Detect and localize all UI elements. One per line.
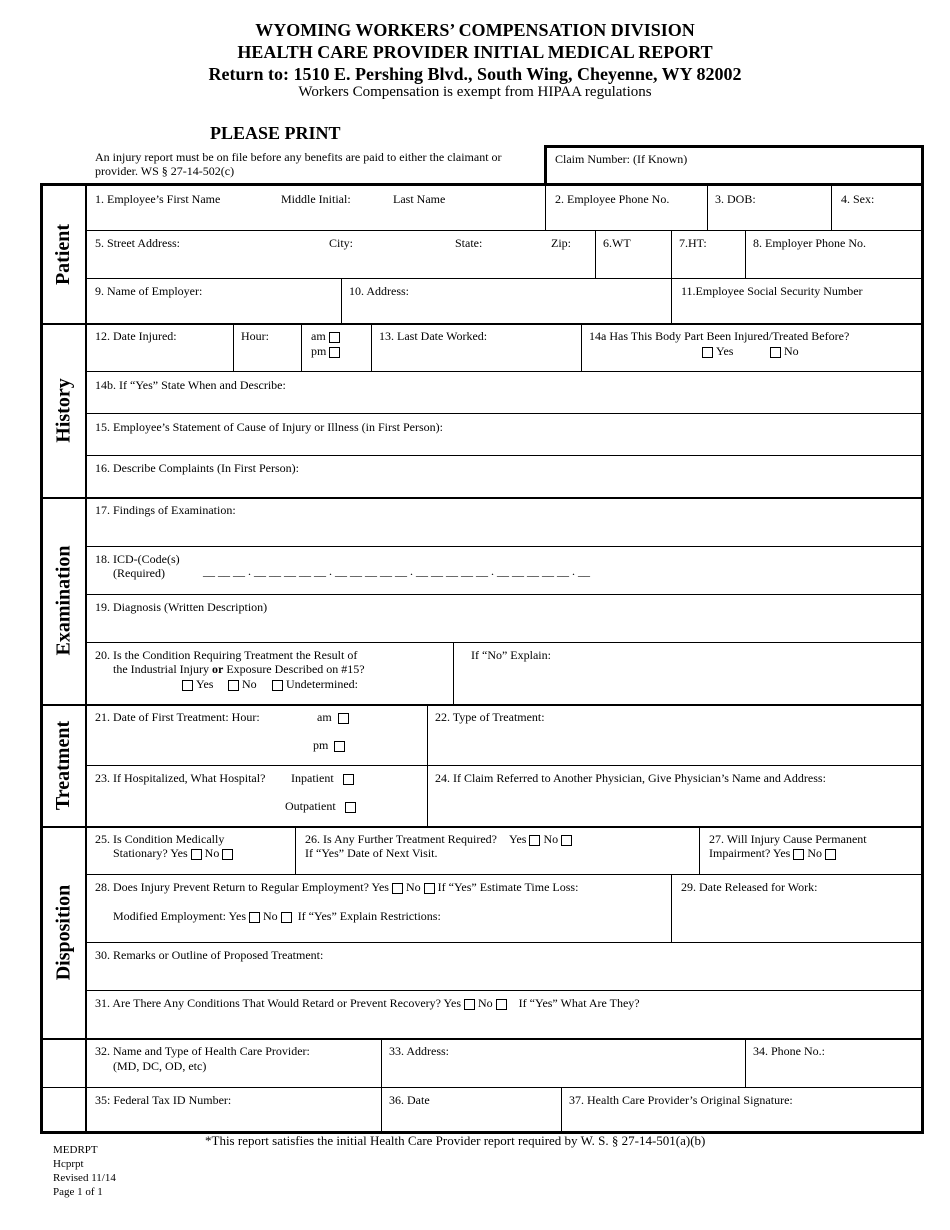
row-line <box>85 371 921 372</box>
first-treatment-pm-checkbox[interactable] <box>334 741 345 752</box>
cell-divider <box>595 230 596 278</box>
prior-injury-describe-label: 14b. If “Yes” State When and Describe: <box>95 378 286 392</box>
dob-label: 3. DOB: <box>715 192 756 206</box>
further-treatment-no-checkbox[interactable] <box>561 835 572 846</box>
employer-name-label: 9. Name of Employer: <box>95 284 203 298</box>
if-no-explain-label: If “No” Explain: <box>471 648 551 662</box>
row-line <box>85 455 921 456</box>
first-treatment-label: 21. Date of First Treatment: Hour: <box>95 710 260 724</box>
cell-divider <box>295 826 296 874</box>
section-history: History <box>52 377 75 443</box>
section-examination: Examination <box>52 545 75 656</box>
further-treatment-question[interactable]: 26. Is Any Further Treatment Required? Yes No <box>305 832 575 846</box>
outpatient-option[interactable]: Outpatient <box>285 799 359 813</box>
cell-divider <box>561 1087 562 1131</box>
cell-divider <box>453 642 454 704</box>
row-line <box>85 990 921 991</box>
prior-injury-question: 14a Has This Body Part Been Injured/Treated Before? <box>589 329 850 343</box>
form-title: HEALTH CARE PROVIDER INITIAL MEDICAL REPORT <box>237 42 713 62</box>
cell-divider <box>341 278 342 323</box>
injury-am-option[interactable]: am <box>311 329 343 343</box>
form-revision: Revised 11/14 <box>53 1172 116 1184</box>
federal-tax-id-label: 35: Federal Tax ID Number: <box>95 1093 232 1107</box>
cell-divider <box>301 323 302 371</box>
state-label: State: <box>455 236 483 250</box>
complaints-label: 16. Describe Complaints (In First Person): <box>95 461 299 475</box>
return-to-employment-question[interactable]: 28. Does Injury Prevent Return to Regular Employment? Yes No If “Yes” Estimate Time Loss: <box>95 880 579 894</box>
cell-divider <box>699 826 700 874</box>
impairment-yes-checkbox[interactable] <box>793 849 804 860</box>
sex-label: 4. Sex: <box>841 192 875 206</box>
row-line <box>85 230 921 231</box>
cell-divider <box>745 230 746 278</box>
provider-phone-label: 34. Phone No.: <box>753 1044 825 1058</box>
separator-exam-treatment <box>43 704 921 706</box>
cell-divider <box>831 186 832 230</box>
separator-treatment-disposition <box>43 826 921 828</box>
first-treatment-am[interactable]: am <box>317 710 352 724</box>
date-label: 36. Date <box>389 1093 430 1107</box>
stationary-yes-checkbox[interactable] <box>191 849 202 860</box>
cell-divider <box>371 323 372 371</box>
cell-divider <box>671 230 672 278</box>
cell-divider <box>381 1038 382 1131</box>
permanent-impairment-options[interactable]: Impairment? Yes No <box>709 846 839 860</box>
provider-address-label: 33. Address: <box>389 1044 449 1058</box>
claim-number-field[interactable] <box>544 145 924 186</box>
section-treatment: Treatment <box>52 720 75 810</box>
please-print-heading: PLEASE PRINT <box>210 123 341 143</box>
hipaa-note: Workers Compensation is exempt from HIPAA regulations <box>298 84 652 100</box>
cell-divider <box>581 323 582 371</box>
row-line <box>85 874 921 875</box>
ssn-label: 11.Employee Social Security Number <box>681 284 863 298</box>
middle-initial-label: Middle Initial: <box>281 192 351 206</box>
prior-injury-yes-checkbox[interactable] <box>702 347 713 358</box>
employer-phone-label: 8. Employer Phone No. <box>753 236 866 250</box>
date-injured-label: 12. Date Injured: <box>95 329 177 343</box>
weight-label: 6.WT <box>603 236 631 250</box>
diagnosis-label: 19. Diagnosis (Written Description) <box>95 600 268 614</box>
hour-injured-label: Hour: <box>241 329 269 343</box>
further-treatment-yes-checkbox[interactable] <box>529 835 540 846</box>
row-line <box>43 1087 921 1088</box>
separator-patient-history <box>43 323 921 325</box>
injury-report-notice: An injury report must be on file before any benefits are paid to either the claimant or provider. WS § 27-14-502(c) <box>95 150 502 178</box>
condition-result-question: 20. Is the Condition Requiring Treatment the Result of <box>95 648 358 662</box>
first-treatment-am-checkbox[interactable] <box>338 713 349 724</box>
street-address-label: 5. Street Address: <box>95 236 180 250</box>
return-yes-checkbox[interactable] <box>392 883 403 894</box>
icd-code-blanks[interactable]: __ __ __ . __ __ __ __ __ . __ __ __ __ __ . __ __ __ __ __ . __ __ __ __ __ . __ <box>203 564 590 578</box>
cell-divider <box>671 874 672 942</box>
type-of-treatment-label: 22. Type of Treatment: <box>435 710 545 724</box>
provider-signature-label: 37. Health Care Provider’s Original Signature: <box>569 1093 793 1107</box>
findings-label: 17. Findings of Examination: <box>95 503 236 517</box>
hospital-label: 23. If Hospitalized, What Hospital? <box>95 771 266 785</box>
provider-type-hint: (MD, DC, OD, etc) <box>113 1059 207 1073</box>
condition-yes-checkbox[interactable] <box>182 680 193 691</box>
cell-divider <box>671 278 672 323</box>
row-line <box>85 278 921 279</box>
last-name-label: Last Name <box>393 192 446 206</box>
employer-address-label: 10. Address: <box>349 284 409 298</box>
icd-required-label: (Required) <box>113 566 165 580</box>
medically-stationary-options[interactable]: Stationary? Yes No <box>113 846 236 860</box>
height-label: 7.HT: <box>679 236 707 250</box>
prior-injury-no[interactable]: No <box>767 344 799 358</box>
prior-injury-no-checkbox[interactable] <box>770 347 781 358</box>
condition-result-question-2: the Industrial Injury or Exposure Described on #15? <box>113 662 365 676</box>
statute-footnote: *This report satisfies the initial Health Care Provider report required by W. S. § 27-14-501(a)(b) <box>205 1133 706 1148</box>
pm-checkbox[interactable] <box>329 347 340 358</box>
return-address: Return to: 1510 E. Pershing Blvd., South Wing, Cheyenne, WY 82002 <box>208 64 742 84</box>
cell-divider <box>707 186 708 230</box>
separator-history-exam <box>43 497 921 499</box>
section-patient: Patient <box>52 223 75 286</box>
prior-injury-yes[interactable]: Yes <box>699 344 733 358</box>
row-line <box>85 594 921 595</box>
report-form <box>40 183 924 1134</box>
condition-undetermined-checkbox[interactable] <box>272 680 283 691</box>
inpatient-option[interactable]: Inpatient <box>291 771 357 785</box>
date-released-label: 29. Date Released for Work: <box>681 880 818 894</box>
outpatient-checkbox[interactable] <box>345 802 356 813</box>
form-short-code: Hcprpt <box>53 1158 84 1170</box>
row-line <box>85 765 921 766</box>
recovery-conditions-question[interactable]: 31. Are There Any Conditions That Would Retard or Prevent Recovery? Yes No If “Yes” What Are They? <box>95 996 640 1010</box>
row-line <box>85 546 921 547</box>
inpatient-checkbox[interactable] <box>343 774 354 785</box>
modified-yes-checkbox[interactable] <box>249 912 260 923</box>
cell-divider <box>233 323 234 371</box>
employee-phone-label: 2. Employee Phone No. <box>555 192 670 206</box>
injury-pm-option[interactable]: pm <box>311 344 343 358</box>
modified-employment-question[interactable]: Modified Employment: Yes No If “Yes” Explain Restrictions: <box>113 909 441 923</box>
modified-no-checkbox[interactable] <box>281 912 292 923</box>
separator-disposition-provider <box>43 1038 921 1040</box>
condition-no[interactable]: No <box>225 677 257 691</box>
employee-first-name-label: 1. Employee’s First Name <box>95 192 221 206</box>
permanent-impairment-question: 27. Will Injury Cause Permanent <box>709 832 867 846</box>
city-label: City: <box>329 236 354 250</box>
cause-of-injury-label: 15. Employee’s Statement of Cause of Injury or Illness (in First Person): <box>95 420 443 434</box>
first-treatment-pm[interactable]: pm <box>313 738 348 752</box>
am-checkbox[interactable] <box>329 332 340 343</box>
last-date-worked-label: 13. Last Date Worked: <box>379 329 488 343</box>
cell-divider <box>545 186 546 230</box>
page-number: Page 1 of 1 <box>53 1186 103 1198</box>
referral-label: 24. If Claim Referred to Another Physician, Give Physician’s Name and Address: <box>435 771 826 785</box>
next-visit-label: If “Yes” Date of Next Visit. <box>305 846 438 860</box>
cell-divider <box>427 704 428 826</box>
provider-name-type-label: 32. Name and Type of Health Care Provider: <box>95 1044 310 1058</box>
cell-divider <box>745 1038 746 1087</box>
claim-number-label: Claim Number: (If Known) <box>555 152 688 166</box>
section-disposition: Disposition <box>52 884 75 980</box>
condition-undetermined[interactable]: Undetermined: <box>269 677 358 691</box>
form-code: MEDRPT <box>53 1144 98 1156</box>
row-line <box>85 642 921 643</box>
remarks-label: 30. Remarks or Outline of Proposed Treatment: <box>95 948 324 962</box>
condition-yes[interactable]: Yes <box>179 677 213 691</box>
impairment-no-checkbox[interactable] <box>825 849 836 860</box>
recovery-yes-checkbox[interactable] <box>464 999 475 1010</box>
row-line <box>85 942 713 943</box>
row-line <box>673 942 921 943</box>
stationary-no-checkbox[interactable] <box>222 849 233 860</box>
icd-codes-label: 18. ICD-(Code(s) <box>95 552 180 566</box>
condition-no-checkbox[interactable] <box>228 680 239 691</box>
medically-stationary-question: 25. Is Condition Medically <box>95 832 225 846</box>
zip-label: Zip: <box>551 236 571 250</box>
recovery-no-checkbox[interactable] <box>496 999 507 1010</box>
form-agency-title: WYOMING WORKERS’ COMPENSATION DIVISION <box>255 20 695 40</box>
row-line <box>85 413 921 414</box>
return-no-checkbox[interactable] <box>424 883 435 894</box>
